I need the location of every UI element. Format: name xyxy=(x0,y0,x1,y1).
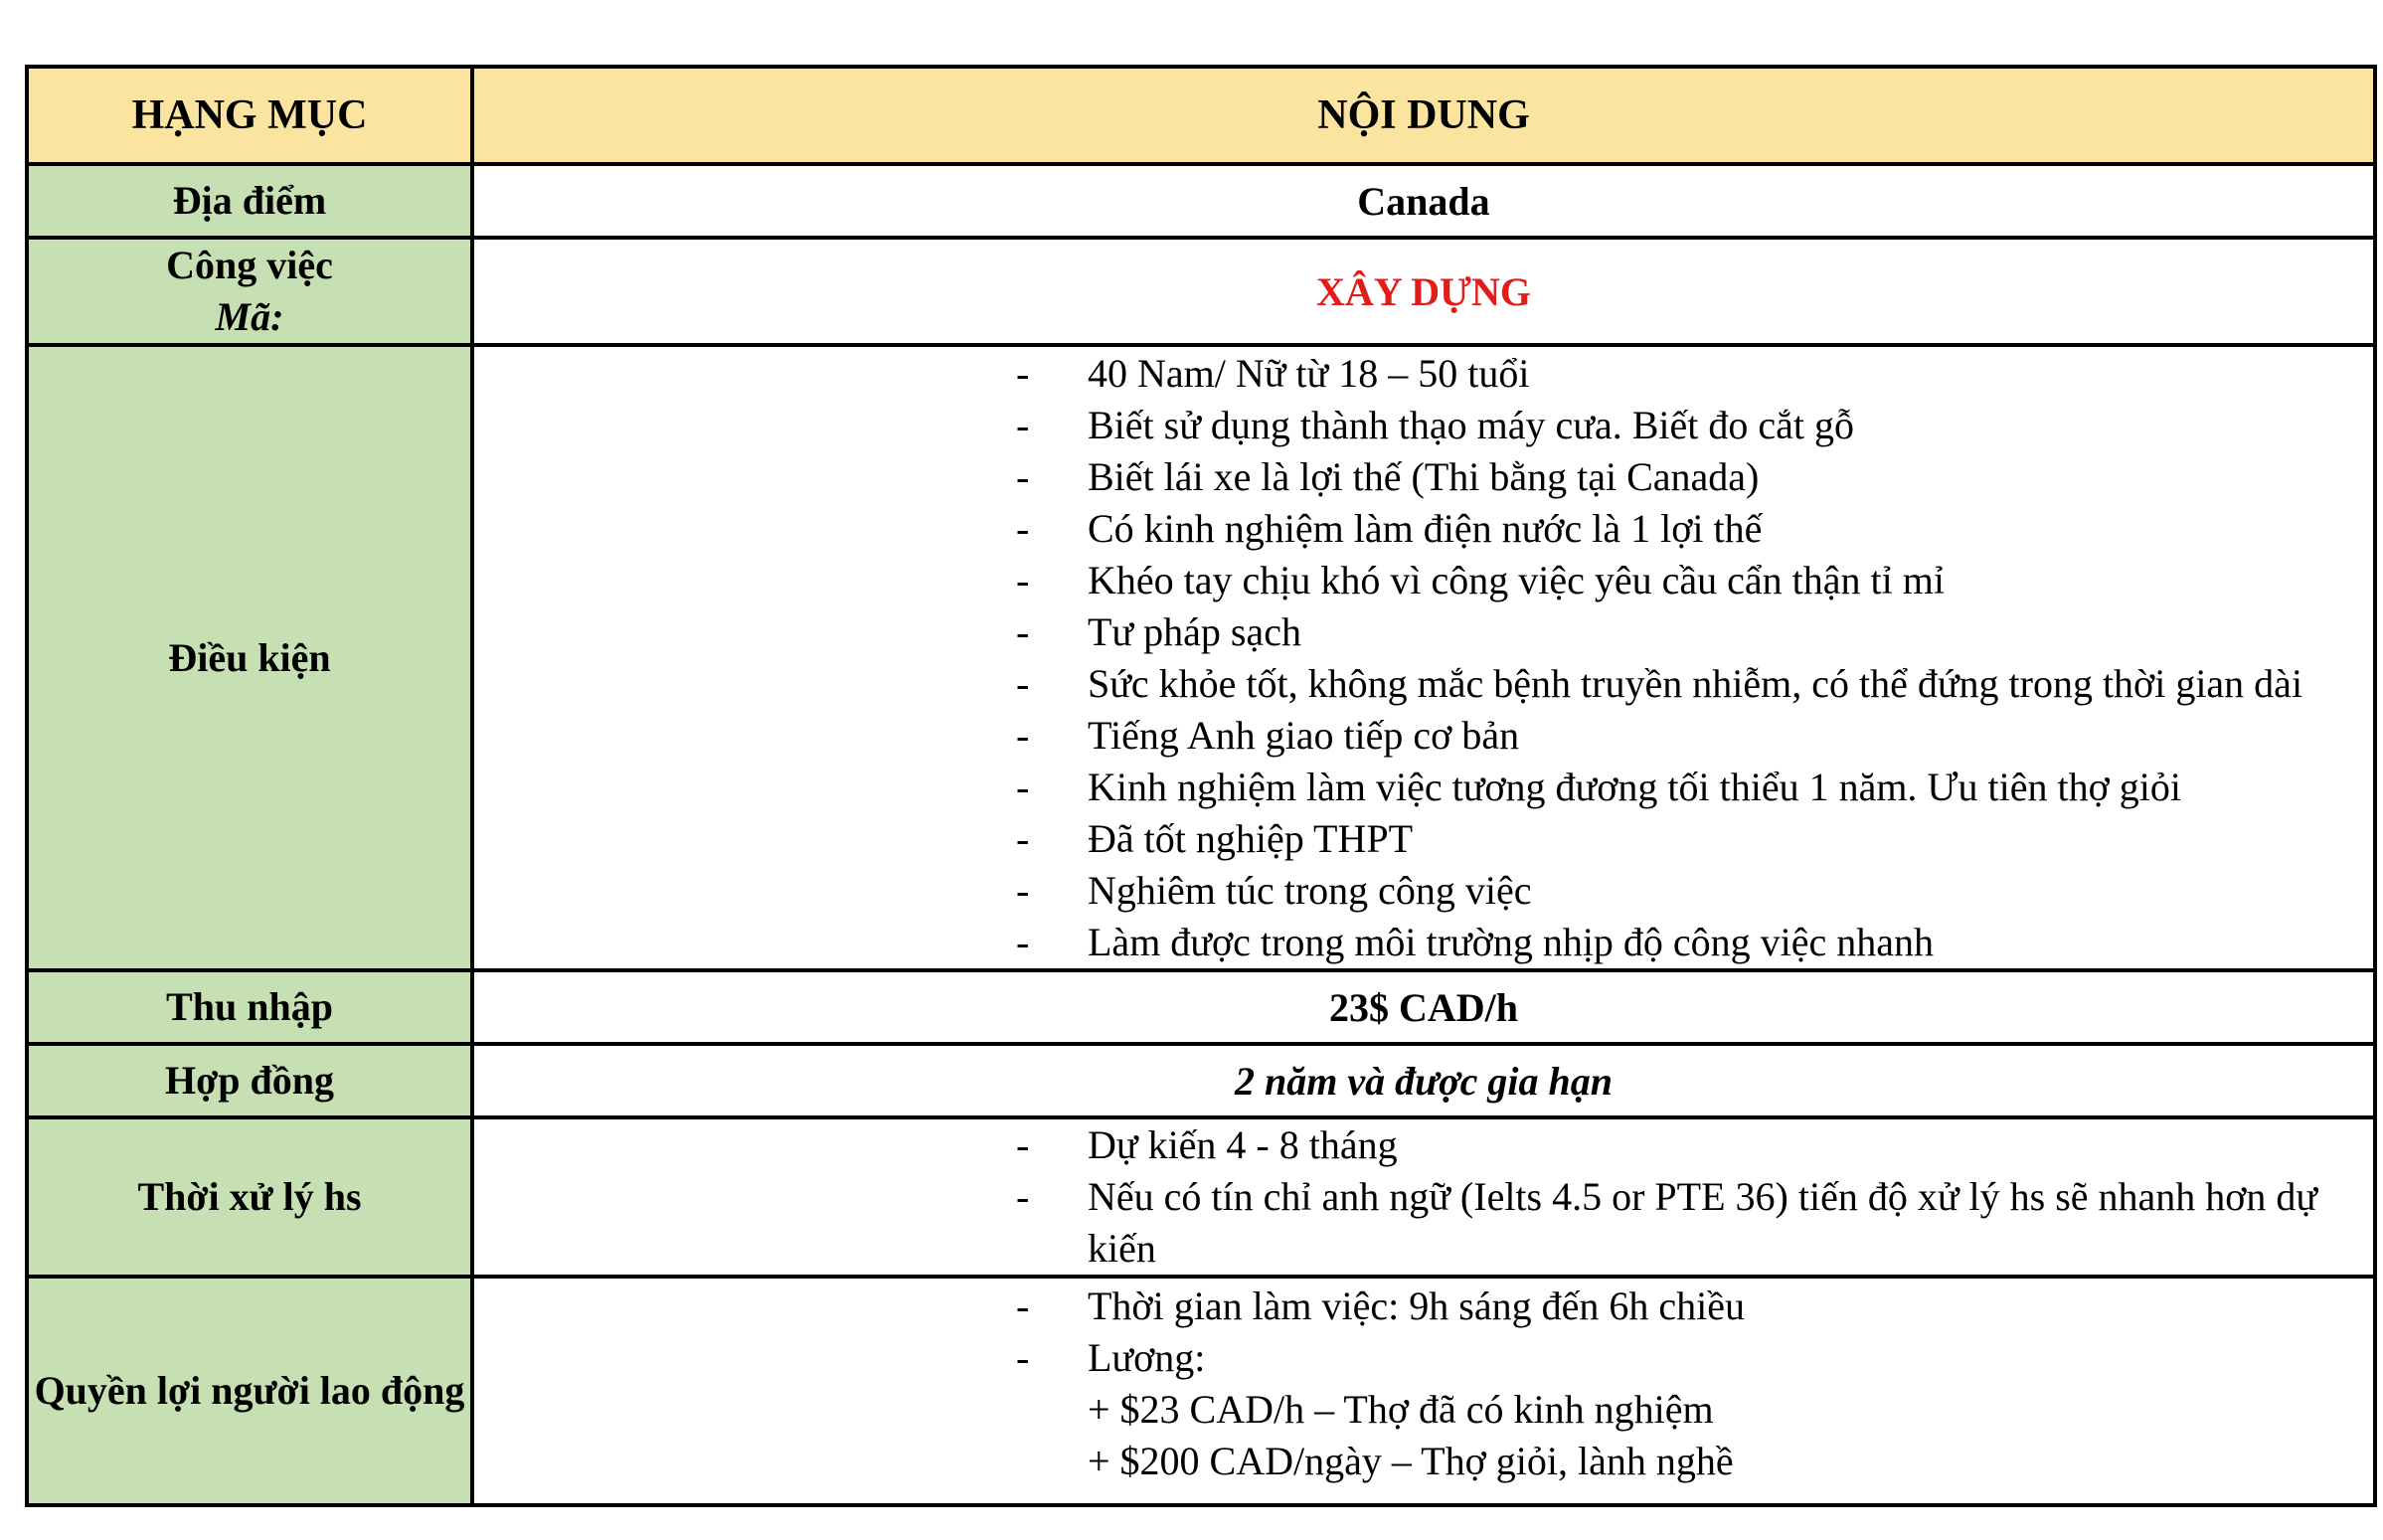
row-benefits xyxy=(27,1277,2375,1505)
condition-text: Sức khỏe tốt, không mắc bệnh truyền nhiễm, có thể đứng trong thời gian dài xyxy=(1088,660,2303,706)
list-item xyxy=(474,865,2373,917)
list-item xyxy=(474,606,2373,658)
conditions-content xyxy=(472,345,2375,970)
row-processing xyxy=(27,1117,2375,1277)
list-item xyxy=(474,813,2373,865)
list-item xyxy=(474,451,2373,503)
contract-value: 2 năm và được gia hạn xyxy=(472,1044,2375,1117)
list-item xyxy=(474,762,2373,813)
conditions-list xyxy=(474,348,2373,968)
income-label: Thu nhập xyxy=(27,970,472,1044)
bullet-dash: - xyxy=(1016,919,1030,964)
condition-text: Nghiêm túc trong công việc xyxy=(1088,867,1532,913)
list-item xyxy=(474,1281,2373,1332)
header-content: NỘI DUNG xyxy=(472,67,2375,164)
list-item xyxy=(474,1171,2373,1275)
list-item xyxy=(474,503,2373,555)
condition-text: Kinh nghiệm làm việc tương đương tối thiểu 1 năm. Ưu tiên thợ giỏi xyxy=(1088,764,2181,809)
row-job xyxy=(27,238,2375,345)
bullet-dash: - xyxy=(1016,1283,1030,1328)
processing-list xyxy=(474,1119,2373,1275)
location-value: Canada xyxy=(472,164,2375,238)
benefits-content xyxy=(472,1277,2375,1505)
list-item xyxy=(474,1332,2373,1384)
condition-text: Tư pháp sạch xyxy=(1088,608,1301,654)
salary-line-skilled: + $200 CAD/ngày – Thợ giỏi, lành nghề xyxy=(1088,1439,1734,1483)
bullet-dash: - xyxy=(1016,402,1030,447)
bullet-dash: - xyxy=(1016,712,1030,758)
income-value: 23$ CAD/h xyxy=(472,970,2375,1044)
condition-text: Biết sử dụng thành thạo máy cưa. Biết đo cắt gỗ xyxy=(1088,402,1854,447)
row-contract xyxy=(27,1044,2375,1117)
bullet-dash: - xyxy=(1016,815,1030,861)
benefit-text: Thời gian làm việc: 9h sáng đến 6h chiều xyxy=(1088,1283,1745,1328)
processing-content xyxy=(472,1117,2375,1277)
row-conditions xyxy=(27,345,2375,970)
processing-label: Thời xử lý hs xyxy=(27,1117,472,1277)
list-item xyxy=(474,400,2373,451)
location-label: Địa điểm xyxy=(27,164,472,238)
job-label-cell xyxy=(27,238,472,345)
condition-text: Biết lái xe là lợi thế (Thi bằng tại Canada) xyxy=(1088,453,1760,499)
list-item xyxy=(474,710,2373,762)
contract-label: Hợp đồng xyxy=(27,1044,472,1117)
list-item xyxy=(474,348,2373,400)
processing-text: Nếu có tín chỉ anh ngữ (Ielts 4.5 or PTE 36) tiến độ xử lý hs sẽ nhanh hơn dự kiến xyxy=(1088,1174,2318,1271)
condition-text: Tiếng Anh giao tiếp cơ bản xyxy=(1088,712,1520,758)
bullet-dash: - xyxy=(1016,660,1030,706)
bullet-dash: - xyxy=(1016,557,1030,602)
bullet-dash: - xyxy=(1016,764,1030,809)
benefits-label: Quyền lợi người lao động xyxy=(27,1277,472,1505)
list-item xyxy=(474,1119,2373,1171)
header-row xyxy=(27,67,2375,164)
bullet-dash: - xyxy=(1016,1174,1030,1219)
job-info-table xyxy=(25,65,2377,1507)
job-code-label: Mã: xyxy=(215,294,284,339)
condition-text: Khéo tay chịu khó vì công việc yêu cầu cẩn thận tỉ mỉ xyxy=(1088,557,1945,602)
bullet-dash: - xyxy=(1016,453,1030,499)
header-category: HẠNG MỤC xyxy=(27,67,472,164)
bullet-dash: - xyxy=(1016,867,1030,913)
condition-text: 40 Nam/ Nữ từ 18 – 50 tuổi xyxy=(1088,350,1530,396)
benefits-list xyxy=(474,1281,2373,1384)
list-item xyxy=(474,917,2373,968)
condition-text: Có kinh nghiệm làm điện nước là 1 lợi thế xyxy=(1088,505,1763,551)
job-value: XÂY DỰNG xyxy=(472,238,2375,345)
bullet-dash: - xyxy=(1016,1335,1030,1380)
list-item xyxy=(474,555,2373,606)
benefit-text: Lương: xyxy=(1088,1335,1206,1380)
condition-text: Đã tốt nghiệp THPT xyxy=(1088,815,1414,861)
salary-line-experienced: + $23 CAD/h – Thợ đã có kinh nghiệm xyxy=(1088,1387,1714,1432)
bullet-dash: - xyxy=(1016,350,1030,396)
list-item xyxy=(474,658,2373,710)
conditions-label: Điều kiện xyxy=(27,345,472,970)
processing-text: Dự kiến 4 - 8 tháng xyxy=(1088,1122,1398,1167)
job-label: Công việc xyxy=(166,243,333,287)
bullet-dash: - xyxy=(1016,505,1030,551)
row-income xyxy=(27,970,2375,1044)
bullet-dash: - xyxy=(1016,608,1030,654)
condition-text: Làm được trong môi trường nhịp độ công việc nhanh xyxy=(1088,919,1935,964)
bullet-dash: - xyxy=(1016,1122,1030,1167)
row-location xyxy=(27,164,2375,238)
